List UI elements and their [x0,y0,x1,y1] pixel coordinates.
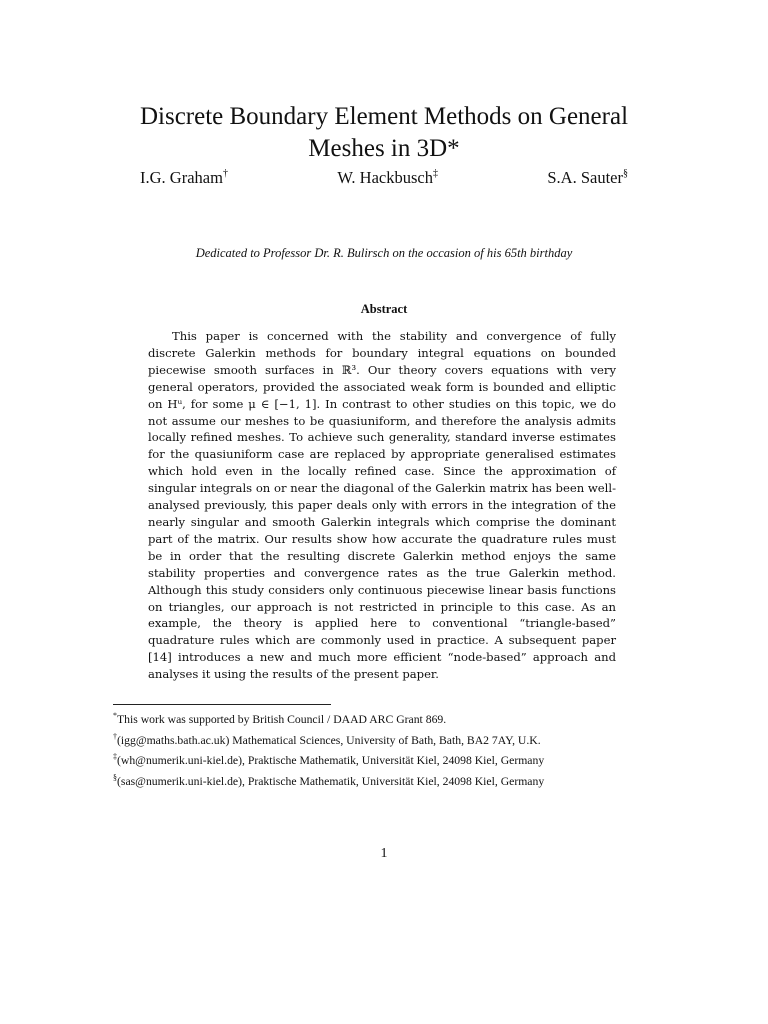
author-name: S.A. Sauter [547,168,623,187]
footnotes [113,708,633,790]
author-list [140,168,628,188]
paper-title: Discrete Boundary Element Methods on General Meshes in 3D* [139,102,629,162]
footnote [113,729,633,750]
footnote-divider [113,704,331,705]
author-name: W. Hackbusch [337,168,433,187]
page-number: 1 [380,846,388,861]
footnote-text: (sas@numerik.uni-kiel.de), Praktische Mathematik, Universität Kiel, 24098 Kiel, Germany [117,774,545,788]
footnote-mark: † [113,731,117,741]
footnote-text: (wh@numerik.uni-kiel.de), Praktische Mathematik, Universität Kiel, 24098 Kiel, Germany [117,754,545,768]
footnote-mark: * [113,711,117,720]
footnote-mark: ‡ [113,752,117,762]
footnote-text: This work was supported by British Council / DAAD ARC Grant 869. [117,713,447,726]
footnote-text: (igg@maths.bath.ac.uk) Mathematical Sciences, University of Bath, Bath, BA2 7AY, U.K. [117,733,541,747]
footnote [113,770,633,791]
footnote [113,749,633,770]
author-footnote-mark: † [222,168,228,179]
dedication: Dedicated to Professor Dr. R. Bulirsch on the occasion of his 65th birthday [195,246,573,260]
abstract-text: This paper is concerned with the stability and convergence of fully discrete Galerkin methods for boundary integral equations on bounded piecewise smooth surfaces in ℝ³. Our theory covers equations with very general operators, provided the associated weak form is bounded and elliptic on Hᵘ, for some μ ∈ [−1, 1]. In contrast to other studies on this topic, we do not assume our meshes to be quasiuniform, and therefore the analysis admits locally refined meshes. To achieve such generality, standard inverse estimates for the quasiuniform case are replaced by appropriate generalised estimates which hold even in the locally refined case. Since the approximation of singular integrals on or near the diagonal of the Galerkin matrix has been well-analysed previously, this paper deals only with errors in the integration of the nearly singular and smooth Galerkin integrals which comprise the dominant part of the matrix. Our results show how accurate the quadrature rules must be in order that the resulting discrete Galerkin method enjoys the same stability properties and convergence rates as the true Galerkin method. Although this study considers only continuous piecewise linear basis functions on triangles, our approach is not restricted in principle to this case. As an example, the theory is applied here to conventional “triangle-based” quadrature rules which are commonly used in practice. A subsequent paper [14] introduces a new and much more efficient “node-based” approach and analyses it using the results of the present paper. [148,329,616,682]
abstract-heading: Abstract [360,302,408,316]
footnote [113,708,633,729]
author [140,168,228,188]
author-footnote-mark: § [623,168,628,179]
author-footnote-mark: ‡ [432,168,438,179]
author [337,168,438,188]
author [547,168,628,188]
footnote-mark: § [113,772,117,782]
author-name: I.G. Graham [140,168,223,187]
